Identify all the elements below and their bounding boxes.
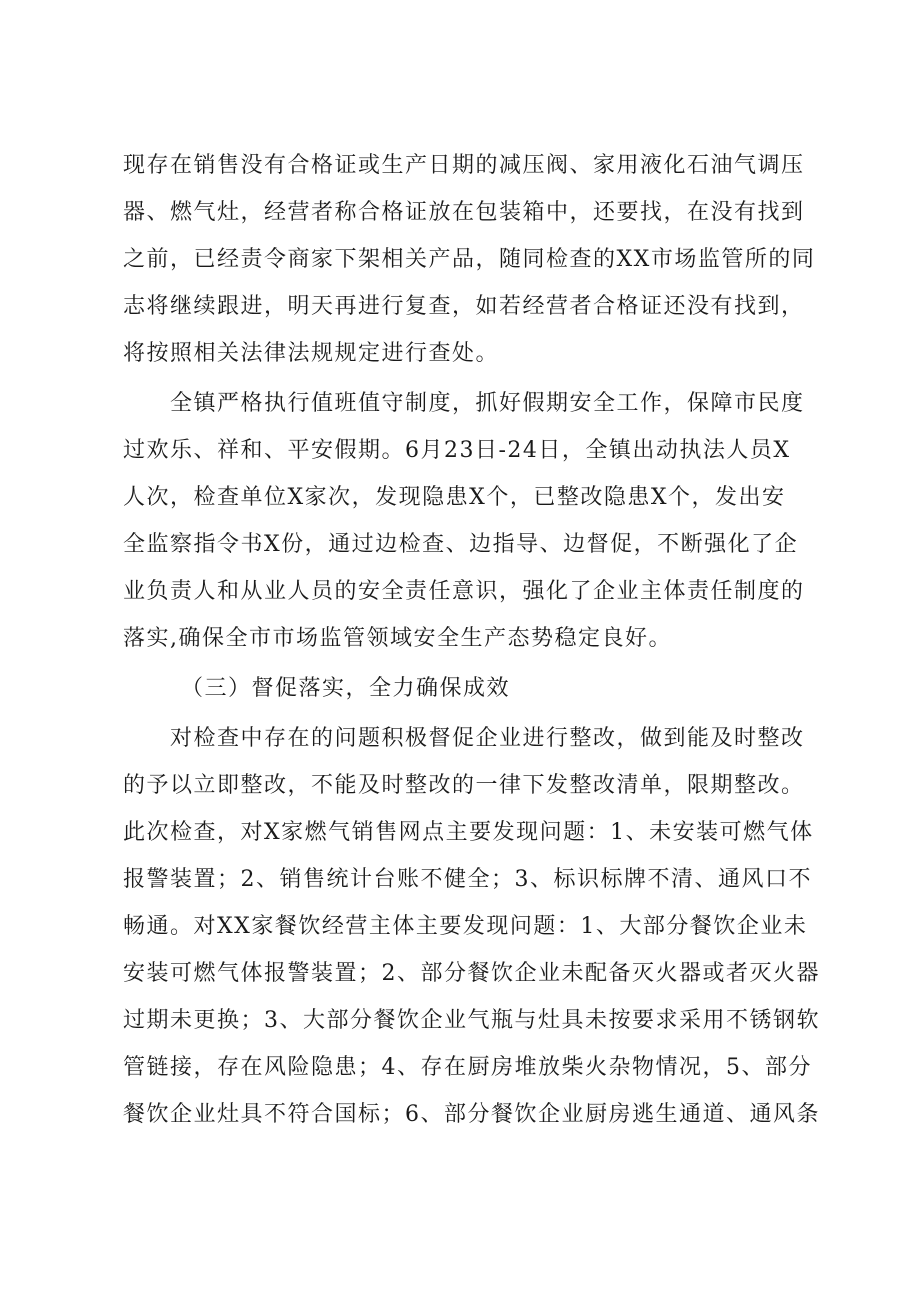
text-line: 过欢乐、祥和、平安假期。6月23日-24日，全镇出动执法人员X	[123, 438, 791, 463]
text-line: 人次，检查单位X家次，发现隐患X个，已整改隐患X个，发出安	[123, 485, 786, 510]
text-line: 器、燃气灶，经营者称合格证放在包装箱中，还要找，在没有找到	[123, 200, 805, 225]
text-line: 畅通。对XX家餐饮经营主体主要发现问题：1、大部分餐饮企业未	[123, 914, 808, 939]
text-line: 的予以立即整改，不能及时整改的一律下发整改清单，限期整改。	[123, 773, 805, 798]
section-heading: （三）督促落实，全力确保成效	[181, 676, 511, 701]
text-line: 之前，已经责令商家下架相关产品，随同检查的XX市场监管所的同	[123, 247, 816, 272]
paragraph-start-line: 对检查中存在的问题积极督促企业进行整改，做到能及时整改	[170, 726, 805, 751]
text-line: 管链接，存在风险隐患；4、存在厨房堆放柴火杂物情况，5、部分	[123, 1055, 812, 1080]
text-line: 落实,确保全市市场监管领域安全生产态势稳定良好。	[123, 626, 672, 651]
text-line: 此次检查，对X家燃气销售网点主要发现问题：1、未安装可燃气体	[123, 820, 814, 845]
text-line: 将按照相关法律法规规定进行查处。	[123, 341, 500, 366]
paragraph-start-line: 全镇严格执行值班值守制度，抓好假期安全工作，保障市民度	[170, 391, 805, 416]
text-line: 餐饮企业灶具不符合国标；6、部分餐饮企业厨房逃生通道、通风条	[123, 1102, 820, 1127]
text-line: 志将继续跟进，明天再进行复查，如若经营者合格证还没有找到，	[123, 294, 805, 319]
text-line: 业负责人和从业人员的安全责任意识，强化了企业主体责任制度的	[123, 579, 805, 604]
text-line: 过期未更换；3、大部分餐饮企业气瓶与灶具未按要求采用不锈钢软	[123, 1008, 820, 1033]
text-line: 全监察指令书X份，通过边检查、边指导、边督促，不断强化了企	[123, 532, 799, 557]
text-line: 报警装置；2、销售统计台账不健全；3、标识标牌不清、通风口不	[123, 867, 812, 892]
text-line: 现存在销售没有合格证或生产日期的减压阀、家用液化石油气调压	[123, 153, 805, 178]
text-line: 安装可燃气体报警装置；2、部分餐饮企业未配备灭火器或者灭火器	[123, 961, 820, 986]
